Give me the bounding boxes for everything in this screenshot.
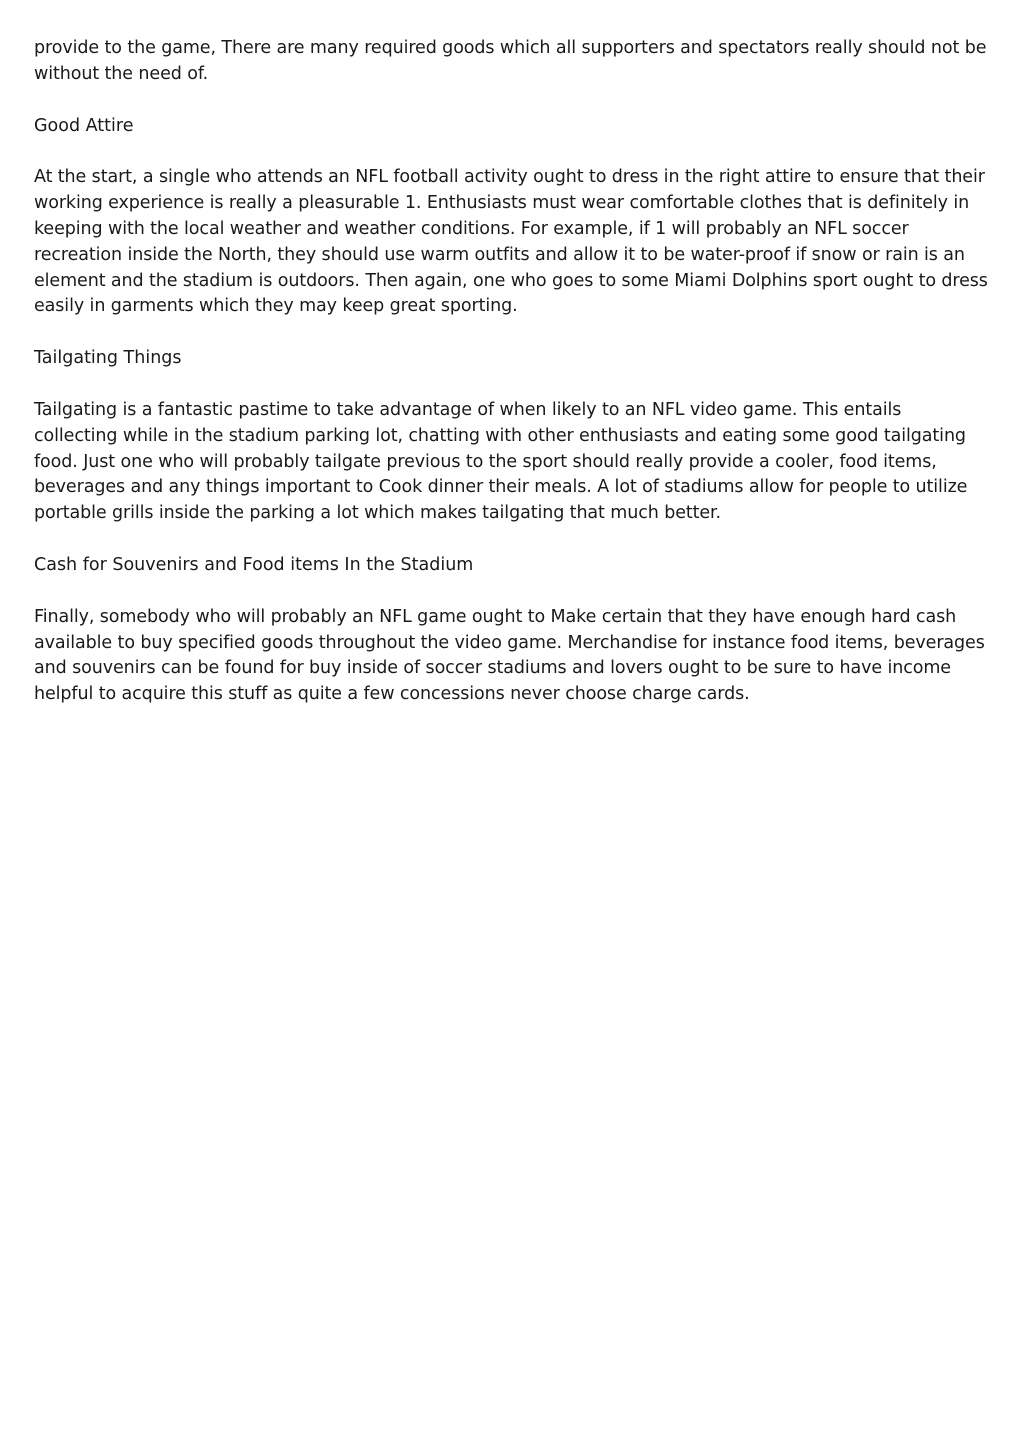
section-body-tailgating-things: Tailgating is a fantastic pastime to take advantage of when likely to an NFL video game. This entails collecting while in the stadium parking lot, chatting with other enthusiasts and eating some good tailgating food. Just one who will probably tailgate previous to the sport should really provide a cooler, food items, beverages and any things important to Cook dinner their meals. A lot of stadiums allow for people to utilize portable grills inside the parking a lot which makes tailgating that much better. — [34, 399, 968, 524]
section-heading-good-attire: Good Attire — [34, 115, 134, 136]
section-heading-tailgating-things: Tailgating Things — [34, 348, 182, 369]
section-body-cash-for-souvenirs: Finally, somebody who will probably an NFL game ought to Make certain that they have enough hard cash available to buy specified goods throughout the video game. Merchandise for instance food items, beverages and souvenirs can be found for buy inside of soccer stadiums and lovers ought to be sure to have income helpful to acquire this stuff as quite a few concessions never choose charge cards. — [34, 606, 985, 705]
section-body-good-attire: At the start, a single who attends an NFL football activity ought to dress in the right attire to ensure that their working experience is really a pleasurable 1. Enthusiasts must wear comfortable clothes that is definitely in keeping with the local weather and weather conditions. For example, if 1 will probably an NFL soccer recreation inside the North, they should use warm outfits and allow it to be water-proof if snow or rain is an element and the stadium is outdoors. Then again, one who goes to some Miami Dolphins sport ought to dress easily in garments which they may keep great sporting. — [34, 167, 988, 317]
intro-paragraph: provide to the game, There are many required goods which all supporters and spectators really should not be without the need of. — [34, 38, 987, 84]
document-page — [34, 36, 990, 734]
section-heading-cash-for-souvenirs: Cash for Souvenirs and Food items In the Stadium — [34, 554, 474, 575]
